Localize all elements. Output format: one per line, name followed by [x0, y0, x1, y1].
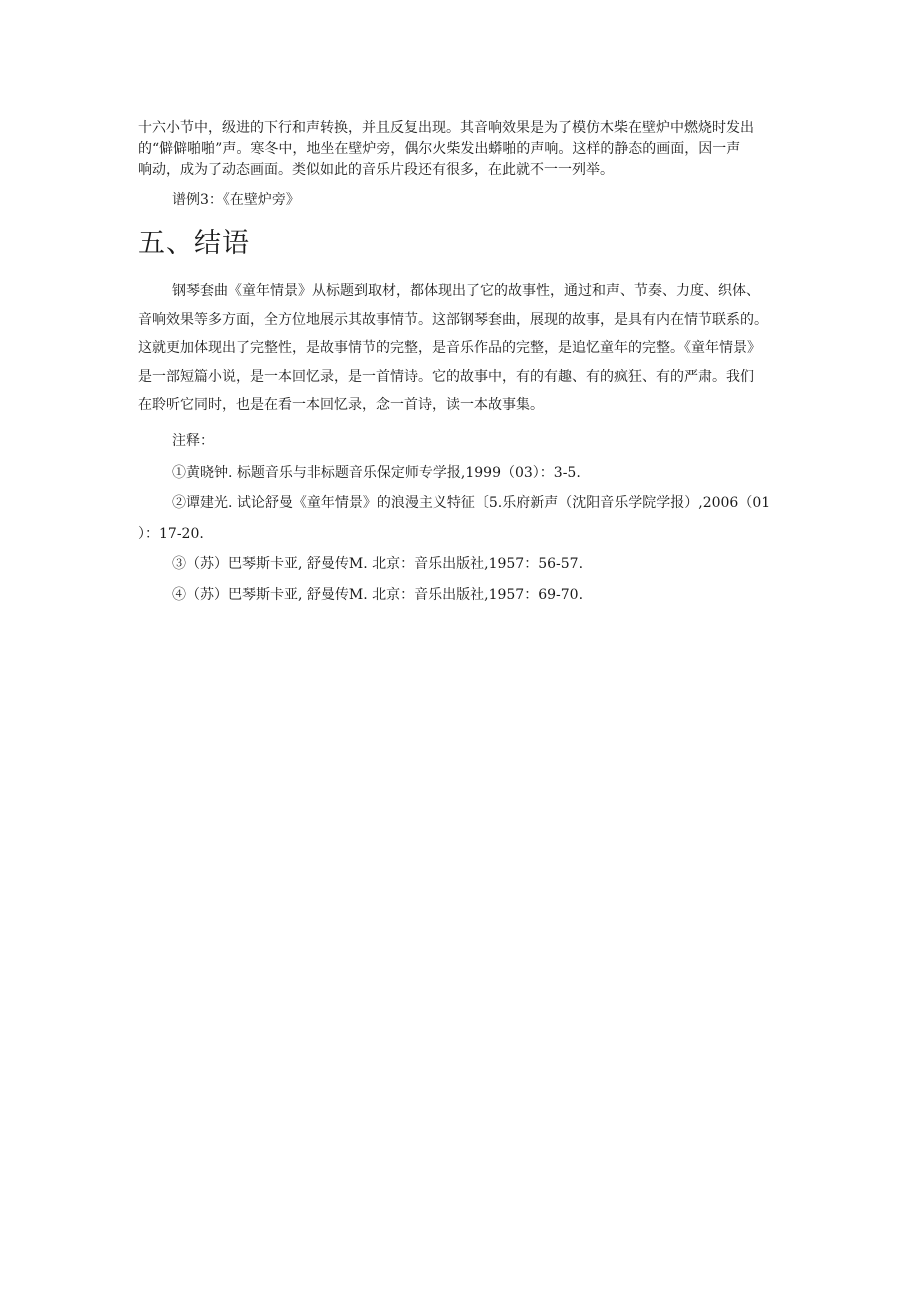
notes-label: 注释：: [172, 432, 214, 449]
conclusion-line: 音响效果等多方面，全方位地展示其故事情节。这部钢琴套曲，展现的故事，是具有内在情节联系的。: [138, 311, 768, 328]
conclusion-line: 钢琴套曲《童年情景》从标题到取材，都体现出了它的故事性，通过和声、节奏、力度、织体、: [172, 283, 760, 299]
intro-paragraph: [138, 118, 788, 181]
note-item: ①黄晓钟. 标题音乐与非标题音乐保定师专学报,1999（03）：3-5.: [172, 464, 581, 481]
score-example-caption: 谱例3：《在壁炉旁》: [172, 192, 300, 208]
notes-list: [138, 458, 788, 611]
conclusion-line: 在聆听它同时，也是在看一本回忆录，念一首诗，读一本故事集。: [138, 397, 544, 413]
conclusion-line: 这就更加体现出了完整性，是故事情节的完整，是音乐作品的完整，是追忆童年的完整。《童年情景》: [138, 340, 761, 356]
conclusion-paragraph: [138, 277, 788, 420]
conclusion-line: 是一部短篇小说，是一本回忆录，是一首情诗。它的故事中，有的有趣、有的疯狂、有的严肃。我们: [138, 368, 754, 385]
section-heading: 五、结语: [138, 228, 250, 259]
intro-line: 响动，成为了动态画面。类似如此的音乐片段还有很多，在此就不一一列举。: [138, 162, 614, 178]
note-item: ②谭建光. 试论舒曼《童年情景》的浪漫主义特征〔5.乐府新声（沈阳音乐学院学报）,2006（01: [172, 495, 771, 511]
document-page: [138, 118, 788, 610]
note-item-continuation: ）：17-20.: [138, 525, 204, 542]
note-item: ④（苏）巴琴斯卡亚, 舒曼传M. 北京：音乐出版社,1957：69-70.: [172, 586, 584, 603]
note-item: ③（苏）巴琴斯卡亚, 舒曼传M. 北京：音乐出版社,1957：56-57.: [172, 556, 584, 572]
intro-line: 的“僻僻啪啪”声。寒冬中，地坐在壁炉旁，偶尔火柴发出蟒啪的声响。这样的静态的画面，因一声: [138, 141, 741, 157]
intro-line: 十六小节中，级进的下行和声转换，并且反复出现。其音响效果是为了模仿木柴在壁炉中燃烧时发出: [138, 120, 754, 136]
